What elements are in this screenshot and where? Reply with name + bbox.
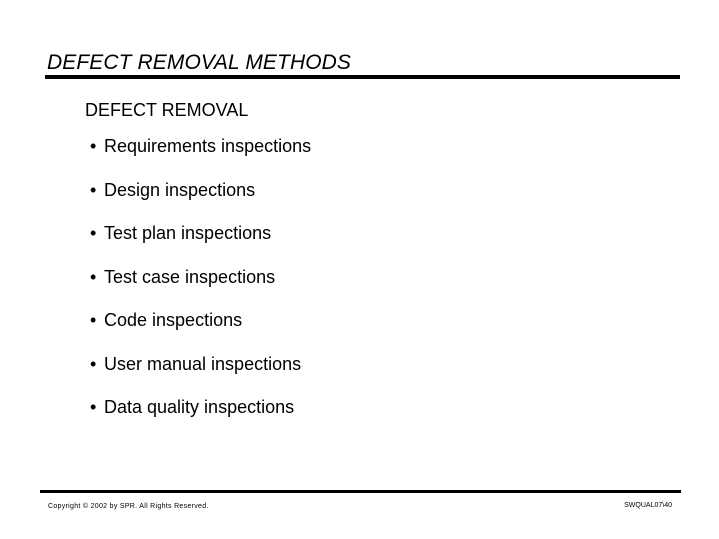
bullet-icon: •	[90, 397, 97, 417]
bullet-icon: •	[90, 136, 97, 156]
section-heading: DEFECT REMOVAL	[85, 100, 249, 120]
list-item	[90, 135, 311, 179]
list-item-label: Design inspections	[104, 179, 256, 200]
bullet-icon: •	[90, 310, 97, 330]
list-item	[90, 396, 311, 440]
list-item	[90, 353, 311, 397]
copyright-notice: Copyright © 2002 by SPR. All Rights Reserved.	[48, 503, 209, 510]
bullet-icon: •	[90, 223, 97, 243]
list-item	[90, 179, 311, 223]
list-item	[90, 222, 311, 266]
list-item	[90, 309, 311, 353]
footer-divider	[40, 490, 681, 493]
bullet-icon: •	[90, 179, 97, 200]
list-item-label: Code inspections	[104, 310, 243, 330]
list-item	[90, 266, 311, 310]
list-item-label: Test case inspections	[104, 266, 276, 287]
slide-title: DEFECT REMOVAL METHODS	[47, 51, 352, 74]
slide-code: SWQUAL07\40	[624, 502, 672, 509]
list-item-label: Test plan inspections	[104, 223, 272, 243]
list-item-label: Data quality inspections	[104, 397, 295, 417]
list-item-label: Requirements inspections	[104, 136, 312, 156]
bullet-icon: •	[90, 266, 97, 287]
title-underline	[45, 75, 680, 79]
bullet-icon: •	[90, 353, 97, 374]
list-item-label: User manual inspections	[104, 353, 302, 374]
bullet-list	[90, 135, 311, 440]
